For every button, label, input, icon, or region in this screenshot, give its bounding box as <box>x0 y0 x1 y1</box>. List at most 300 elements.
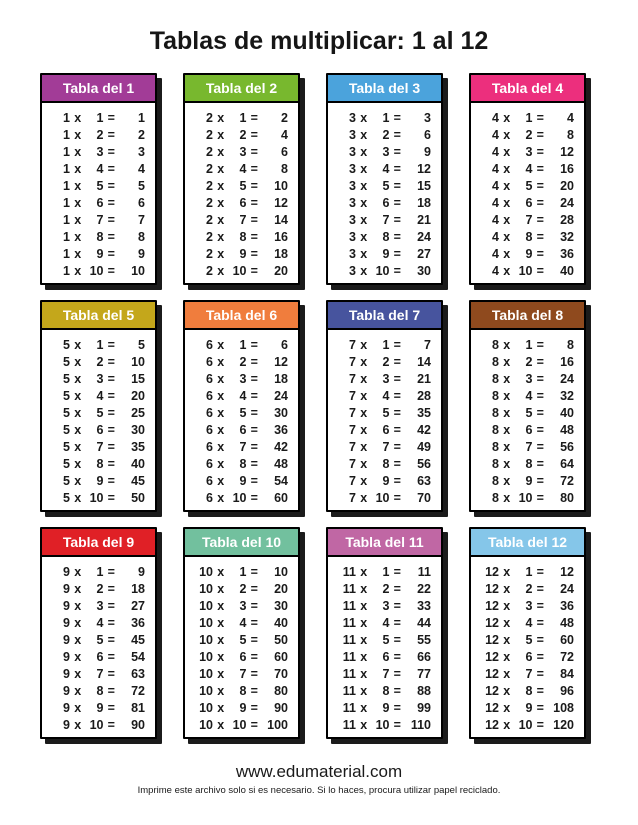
table-card-title: Tabla del 8 <box>491 307 564 323</box>
product-value: 16 <box>274 230 288 245</box>
equals-sign: = <box>250 144 258 159</box>
table-row <box>481 229 574 246</box>
times-sign: x <box>360 564 368 579</box>
multiplier-value: 9 <box>239 474 247 489</box>
product-value: 32 <box>560 388 574 403</box>
product-value: 20 <box>131 388 145 403</box>
multiplicand-value: 11 <box>342 615 356 630</box>
product-value: 36 <box>560 598 574 613</box>
table-row <box>338 109 431 126</box>
equals-sign: = <box>250 491 258 506</box>
multiplier-value: 9 <box>382 247 390 262</box>
times-sign: x <box>74 405 82 420</box>
multiplicand-value: 9 <box>63 684 70 699</box>
times-sign: x <box>74 474 82 489</box>
multiplier-value: 4 <box>382 615 390 630</box>
multiplier-value: 1 <box>239 110 247 125</box>
multiplier-value: 10 <box>232 491 247 506</box>
product-value: 108 <box>553 701 574 716</box>
equals-sign: = <box>107 213 115 228</box>
table-row <box>52 263 145 280</box>
table-card-title: Tabla del 6 <box>205 307 278 323</box>
table-row <box>338 648 431 665</box>
product-value: 32 <box>560 230 574 245</box>
times-sign: x <box>360 354 368 369</box>
multiplicand-value: 1 <box>63 178 70 193</box>
table-card-title: Tabla del 5 <box>62 307 135 323</box>
product-value: 12 <box>417 161 431 176</box>
table-card-header <box>185 75 298 103</box>
product-value: 30 <box>274 598 288 613</box>
multiplier-value: 5 <box>525 632 533 647</box>
equals-sign: = <box>393 405 401 420</box>
equals-sign: = <box>107 701 115 716</box>
multiplier-value: 1 <box>96 110 104 125</box>
equals-sign: = <box>250 354 258 369</box>
table-card-title: Tabla del 9 <box>62 534 135 550</box>
equals-sign: = <box>107 598 115 613</box>
multiplier-value: 2 <box>525 127 533 142</box>
table-row <box>338 212 431 229</box>
product-value: 5 <box>138 337 145 352</box>
multiplicand-value: 5 <box>63 371 70 386</box>
multiplicand-value: 1 <box>63 144 70 159</box>
product-value: 18 <box>131 581 145 596</box>
equals-sign: = <box>250 615 258 630</box>
times-sign: x <box>503 388 511 403</box>
product-value: 21 <box>417 371 431 386</box>
equals-sign: = <box>107 230 115 245</box>
times-sign: x <box>74 615 82 630</box>
table-row <box>52 683 145 700</box>
table-row <box>338 631 431 648</box>
table-card-4 <box>469 73 586 285</box>
multiplicand-value: 12 <box>485 564 499 579</box>
table-row <box>338 490 431 507</box>
times-sign: x <box>217 213 225 228</box>
product-value: 63 <box>417 474 431 489</box>
product-value: 77 <box>417 667 431 682</box>
equals-sign: = <box>393 388 401 403</box>
table-card-body <box>328 330 441 507</box>
table-row <box>195 717 288 734</box>
multiplier-value: 2 <box>239 581 247 596</box>
equals-sign: = <box>536 457 544 472</box>
product-value: 18 <box>417 196 431 211</box>
equals-sign: = <box>393 230 401 245</box>
multiplicand-value: 4 <box>492 110 499 125</box>
equals-sign: = <box>393 127 401 142</box>
table-row <box>52 717 145 734</box>
equals-sign: = <box>393 718 401 733</box>
product-value: 27 <box>131 598 145 613</box>
equals-sign: = <box>250 388 258 403</box>
times-sign: x <box>503 127 511 142</box>
times-sign: x <box>217 371 225 386</box>
equals-sign: = <box>107 718 115 733</box>
table-row <box>338 370 431 387</box>
table-row <box>52 336 145 353</box>
multiplier-value: 8 <box>96 230 104 245</box>
multiplicand-value: 6 <box>206 337 213 352</box>
multiplicand-value: 7 <box>349 354 356 369</box>
product-value: 30 <box>417 264 431 279</box>
product-value: 5 <box>138 178 145 193</box>
multiplier-value: 10 <box>375 491 390 506</box>
times-sign: x <box>217 230 225 245</box>
table-card-body <box>42 330 155 507</box>
equals-sign: = <box>536 230 544 245</box>
multiplicand-value: 10 <box>199 632 213 647</box>
product-value: 36 <box>274 423 288 438</box>
times-sign: x <box>360 196 368 211</box>
table-row <box>481 194 574 211</box>
equals-sign: = <box>393 161 401 176</box>
table-row <box>195 597 288 614</box>
multiplier-value: 2 <box>96 127 104 142</box>
table-row <box>338 597 431 614</box>
table-row <box>195 126 288 143</box>
product-value: 50 <box>131 491 145 506</box>
multiplicand-value: 4 <box>492 178 499 193</box>
multiplier-value: 7 <box>525 213 533 228</box>
table-row <box>338 160 431 177</box>
table-card-body <box>185 103 298 280</box>
multiplicand-value: 9 <box>63 615 70 630</box>
multiplicand-value: 9 <box>63 598 70 613</box>
equals-sign: = <box>536 718 544 733</box>
equals-sign: = <box>393 178 401 193</box>
product-value: 60 <box>560 632 574 647</box>
equals-sign: = <box>250 684 258 699</box>
equals-sign: = <box>107 474 115 489</box>
product-value: 27 <box>417 247 431 262</box>
equals-sign: = <box>250 701 258 716</box>
multiplicand-value: 5 <box>63 457 70 472</box>
equals-sign: = <box>393 144 401 159</box>
multiplier-value: 9 <box>525 247 533 262</box>
multiplier-value: 9 <box>525 474 533 489</box>
equals-sign: = <box>536 581 544 596</box>
times-sign: x <box>217 474 225 489</box>
table-row <box>481 631 574 648</box>
product-value: 6 <box>281 337 288 352</box>
equals-sign: = <box>393 337 401 352</box>
times-sign: x <box>74 684 82 699</box>
times-sign: x <box>74 581 82 596</box>
table-row <box>338 666 431 683</box>
product-value: 11 <box>417 564 431 579</box>
table-row <box>195 490 288 507</box>
times-sign: x <box>360 161 368 176</box>
equals-sign: = <box>107 161 115 176</box>
table-card-header <box>42 302 155 330</box>
times-sign: x <box>217 110 225 125</box>
multiplicand-value: 12 <box>485 632 499 647</box>
product-value: 60 <box>274 491 288 506</box>
multiplicand-value: 3 <box>349 161 356 176</box>
multiplier-value: 4 <box>239 615 247 630</box>
multiplicand-value: 2 <box>206 230 213 245</box>
times-sign: x <box>360 581 368 596</box>
product-value: 14 <box>417 354 431 369</box>
times-sign: x <box>360 457 368 472</box>
multiplier-value: 3 <box>382 144 390 159</box>
equals-sign: = <box>393 354 401 369</box>
multiplier-value: 1 <box>382 564 390 579</box>
times-sign: x <box>217 667 225 682</box>
multiplier-value: 6 <box>525 196 533 211</box>
times-sign: x <box>503 598 511 613</box>
table-row <box>52 456 145 473</box>
product-value: 16 <box>560 354 574 369</box>
times-sign: x <box>360 701 368 716</box>
times-sign: x <box>503 684 511 699</box>
times-sign: x <box>503 581 511 596</box>
times-sign: x <box>360 615 368 630</box>
times-sign: x <box>503 667 511 682</box>
product-value: 21 <box>417 213 431 228</box>
equals-sign: = <box>107 247 115 262</box>
multiplicand-value: 1 <box>63 213 70 228</box>
product-value: 55 <box>417 632 431 647</box>
table-row <box>195 370 288 387</box>
multiplicand-value: 3 <box>349 213 356 228</box>
equals-sign: = <box>536 667 544 682</box>
table-card-5 <box>40 300 157 512</box>
multiplier-value: 2 <box>96 354 104 369</box>
product-value: 10 <box>131 354 145 369</box>
product-value: 30 <box>274 405 288 420</box>
equals-sign: = <box>250 196 258 211</box>
table-row <box>195 631 288 648</box>
product-value: 10 <box>274 564 288 579</box>
product-value: 20 <box>560 178 574 193</box>
multiplier-value: 2 <box>382 581 390 596</box>
multiplicand-value: 12 <box>485 684 499 699</box>
equals-sign: = <box>393 598 401 613</box>
multiplier-value: 7 <box>239 667 247 682</box>
times-sign: x <box>503 423 511 438</box>
multiplicand-value: 3 <box>349 230 356 245</box>
product-value: 9 <box>424 144 431 159</box>
times-sign: x <box>74 337 82 352</box>
table-row <box>195 439 288 456</box>
multiplicand-value: 7 <box>349 405 356 420</box>
equals-sign: = <box>250 247 258 262</box>
table-row <box>481 473 574 490</box>
multiplier-value: 5 <box>382 632 390 647</box>
table-row <box>52 194 145 211</box>
multiplier-value: 1 <box>239 337 247 352</box>
table-row <box>481 126 574 143</box>
equals-sign: = <box>107 667 115 682</box>
table-row <box>338 263 431 280</box>
product-value: 35 <box>131 440 145 455</box>
equals-sign: = <box>107 423 115 438</box>
equals-sign: = <box>250 110 258 125</box>
equals-sign: = <box>250 178 258 193</box>
product-value: 24 <box>560 371 574 386</box>
multiplier-value: 8 <box>96 684 104 699</box>
product-value: 10 <box>274 178 288 193</box>
equals-sign: = <box>536 127 544 142</box>
table-row <box>52 126 145 143</box>
table-row <box>195 614 288 631</box>
times-sign: x <box>503 178 511 193</box>
multiplier-value: 6 <box>96 196 104 211</box>
table-row <box>338 421 431 438</box>
equals-sign: = <box>107 581 115 596</box>
times-sign: x <box>503 650 511 665</box>
multiplicand-value: 10 <box>199 667 213 682</box>
table-row <box>52 490 145 507</box>
times-sign: x <box>360 718 368 733</box>
multiplier-value: 9 <box>382 701 390 716</box>
equals-sign: = <box>536 337 544 352</box>
times-sign: x <box>360 178 368 193</box>
table-card-title: Tabla del 3 <box>348 80 421 96</box>
times-sign: x <box>217 650 225 665</box>
times-sign: x <box>503 632 511 647</box>
product-value: 66 <box>417 650 431 665</box>
multiplicand-value: 11 <box>342 564 356 579</box>
times-sign: x <box>503 718 511 733</box>
table-card-9 <box>40 527 157 739</box>
multiplier-value: 10 <box>232 264 247 279</box>
multiplier-value: 5 <box>239 405 247 420</box>
equals-sign: = <box>536 354 544 369</box>
table-card-header <box>185 529 298 557</box>
multiplier-value: 8 <box>239 230 247 245</box>
equals-sign: = <box>536 405 544 420</box>
multiplicand-value: 4 <box>492 213 499 228</box>
product-value: 24 <box>560 581 574 596</box>
multiplicand-value: 6 <box>206 423 213 438</box>
multiplier-value: 4 <box>382 161 390 176</box>
times-sign: x <box>217 701 225 716</box>
equals-sign: = <box>393 491 401 506</box>
table-row <box>338 246 431 263</box>
table-card-title: Tabla del 1 <box>62 80 135 96</box>
multiplicand-value: 1 <box>63 110 70 125</box>
times-sign: x <box>217 632 225 647</box>
multiplier-value: 7 <box>382 667 390 682</box>
product-value: 6 <box>281 144 288 159</box>
product-value: 63 <box>131 667 145 682</box>
equals-sign: = <box>536 110 544 125</box>
multiplier-value: 5 <box>382 405 390 420</box>
multiplicand-value: 10 <box>199 598 213 613</box>
equals-sign: = <box>536 178 544 193</box>
table-row <box>52 563 145 580</box>
multiplicand-value: 8 <box>492 440 499 455</box>
product-value: 80 <box>274 684 288 699</box>
product-value: 40 <box>131 457 145 472</box>
equals-sign: = <box>393 701 401 716</box>
multiplicand-value: 6 <box>206 474 213 489</box>
multiplier-value: 10 <box>375 718 390 733</box>
multiplicand-value: 1 <box>63 196 70 211</box>
multiplier-value: 7 <box>96 667 104 682</box>
product-value: 54 <box>131 650 145 665</box>
times-sign: x <box>503 491 511 506</box>
equals-sign: = <box>250 667 258 682</box>
table-row <box>338 143 431 160</box>
times-sign: x <box>217 127 225 142</box>
equals-sign: = <box>536 684 544 699</box>
table-row <box>481 370 574 387</box>
multiplier-value: 2 <box>239 354 247 369</box>
multiplier-value: 9 <box>382 474 390 489</box>
product-value: 99 <box>417 701 431 716</box>
times-sign: x <box>503 564 511 579</box>
equals-sign: = <box>107 127 115 142</box>
equals-sign: = <box>250 127 258 142</box>
multiplier-value: 10 <box>89 264 104 279</box>
times-sign: x <box>360 440 368 455</box>
table-row <box>195 353 288 370</box>
multiplication-tables-grid <box>40 73 586 739</box>
times-sign: x <box>503 144 511 159</box>
multiplier-value: 3 <box>96 144 104 159</box>
table-row <box>52 387 145 404</box>
equals-sign: = <box>107 440 115 455</box>
table-row <box>338 456 431 473</box>
times-sign: x <box>360 667 368 682</box>
product-value: 28 <box>560 213 574 228</box>
times-sign: x <box>74 388 82 403</box>
product-value: 9 <box>138 564 145 579</box>
multiplier-value: 10 <box>518 491 533 506</box>
multiplier-value: 8 <box>382 230 390 245</box>
equals-sign: = <box>107 110 115 125</box>
multiplier-value: 3 <box>239 598 247 613</box>
multiplicand-value: 12 <box>485 581 499 596</box>
product-value: 56 <box>417 457 431 472</box>
table-row <box>52 212 145 229</box>
product-value: 48 <box>274 457 288 472</box>
multiplier-value: 5 <box>525 405 533 420</box>
multiplier-value: 8 <box>525 684 533 699</box>
multiplier-value: 1 <box>525 110 533 125</box>
multiplier-value: 6 <box>382 650 390 665</box>
product-value: 12 <box>274 354 288 369</box>
times-sign: x <box>74 196 82 211</box>
times-sign: x <box>217 144 225 159</box>
table-row <box>195 263 288 280</box>
multiplier-value: 3 <box>382 598 390 613</box>
multiplicand-value: 9 <box>63 701 70 716</box>
product-value: 24 <box>417 230 431 245</box>
table-card-title: Tabla del 7 <box>348 307 421 323</box>
table-row <box>481 490 574 507</box>
multiplicand-value: 3 <box>349 264 356 279</box>
times-sign: x <box>74 440 82 455</box>
equals-sign: = <box>393 247 401 262</box>
multiplicand-value: 5 <box>63 440 70 455</box>
multiplicand-value: 11 <box>342 598 356 613</box>
multiplicand-value: 12 <box>485 667 499 682</box>
product-value: 33 <box>417 598 431 613</box>
multiplier-value: 4 <box>239 161 247 176</box>
multiplier-value: 5 <box>525 178 533 193</box>
multiplier-value: 3 <box>239 144 247 159</box>
footer-site-url: www.edumaterial.com <box>235 762 403 781</box>
product-value: 56 <box>560 440 574 455</box>
table-row <box>52 421 145 438</box>
times-sign: x <box>74 632 82 647</box>
